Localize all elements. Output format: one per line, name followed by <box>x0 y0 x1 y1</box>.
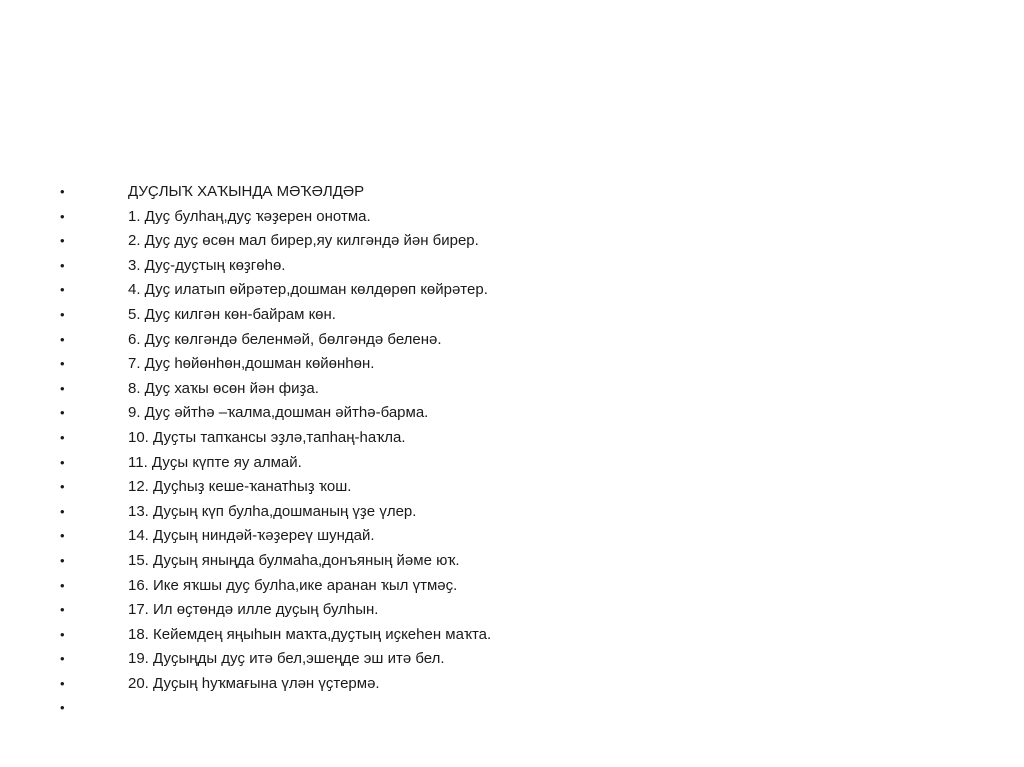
list-item-text: 7. Дуҫ һөйөнһөн,дошман көйөнһөн. <box>128 355 375 373</box>
list-item <box>60 401 960 426</box>
list-item-text: 18. Кейемдең яңыһын маҡта,дуҫтың иҫкеһен маҡта. <box>128 625 492 643</box>
list-item <box>60 229 960 254</box>
list-item <box>60 352 960 377</box>
list-item <box>60 598 960 623</box>
list-item-text: 6. Дуҫ көлгәндә беленмәй, бөлгәндә беленә. <box>128 330 442 348</box>
bullet-icon: • <box>60 651 65 667</box>
list-item-text: 19. Дуҫыңды дуҫ итә бел,эшеңде эш итә бел. <box>128 650 445 668</box>
bullet-icon: • <box>60 577 65 593</box>
bullet-icon: • <box>60 356 65 372</box>
list-item-text: 14. Дуҫың ниндәй-ҡәҙереү шундай. <box>128 527 375 545</box>
bullet-icon: • <box>60 528 65 544</box>
list-item <box>60 549 960 574</box>
list-item <box>60 500 960 525</box>
bullet-icon: • <box>60 405 65 421</box>
bullet-icon: • <box>60 675 65 691</box>
bullet-icon: • <box>60 184 65 199</box>
bullet-icon: • <box>60 331 65 347</box>
bullet-icon: • <box>60 208 65 224</box>
bullet-icon: • <box>60 429 65 445</box>
bullet-icon: • <box>60 700 65 716</box>
bullet-icon: • <box>60 503 65 519</box>
list-item-text: ДУҪЛЫҠ ХАҠЫНДА МӘҠӘЛДӘР <box>128 183 365 200</box>
bullet-icon: • <box>60 479 65 495</box>
list-item-text: 16. Ике яҡшы дуҫ булһа,ике аранан ҡыл үтмәҫ. <box>128 576 458 594</box>
list-item-text: 4. Дуҫ илатып өйрәтер,дошман көлдөрөп көйрәтер. <box>128 281 488 299</box>
list-item-text: 20. Дуҫың һуҡмағына үлән үҫтермә. <box>128 674 380 692</box>
list-item <box>60 475 960 500</box>
proverb-list <box>60 180 960 721</box>
bullet-icon: • <box>60 233 65 249</box>
list-item-text: 12. Дуҫһыҙ кеше-ҡанатһыҙ ҡош. <box>128 478 352 496</box>
bullet-icon: • <box>60 306 65 322</box>
list-item <box>60 278 960 303</box>
list-item-text: 3. Дуҫ-дуҫтың көҙгөһө. <box>128 256 286 274</box>
list-item <box>60 426 960 451</box>
list-item-empty <box>60 696 960 721</box>
list-item <box>60 328 960 353</box>
list-item-text: 13. Дуҫың күп булһа,дошманың үҙе үлер. <box>128 502 417 520</box>
list-item <box>60 451 960 476</box>
bullet-icon: • <box>60 602 65 618</box>
list-item-text: 11. Дуҫы күпте яу алмай. <box>128 453 302 471</box>
list-item <box>60 672 960 697</box>
bullet-icon: • <box>60 626 65 642</box>
list-title <box>60 180 960 205</box>
list-item-text: 1. Дуҫ булһаң,дуҫ ҡәҙерен онотма. <box>128 207 371 225</box>
list-item-text: 8. Дуҫ хаҡы өсөн йән фиҙа. <box>128 379 319 397</box>
list-item <box>60 524 960 549</box>
list-item <box>60 377 960 402</box>
bullet-icon: • <box>60 282 65 298</box>
bullet-icon: • <box>60 257 65 273</box>
bullet-icon: • <box>60 380 65 396</box>
list-item-text: 2. Дуҫ дуҫ өсөн мал бирер,яу килгәндә йән бирер. <box>128 232 479 250</box>
list-item <box>60 647 960 672</box>
list-item <box>60 205 960 230</box>
bullet-icon: • <box>60 552 65 568</box>
list-item <box>60 303 960 328</box>
list-item-text: 15. Дуҫың яныңда булмаһа,донъяның йәме юҡ. <box>128 551 460 569</box>
bullet-icon: • <box>60 454 65 470</box>
list-item <box>60 574 960 599</box>
list-item-text: 10. Дуҫты тапҡансы эҙлә,тапһаң-һаҡла. <box>128 428 406 446</box>
list-item <box>60 254 960 279</box>
list-item-text: 5. Дуҫ килгән көн-байрам көн. <box>128 305 336 323</box>
list-item-text: 9. Дуҫ әйтһә –ҡалма,дошман әйтһә-барма. <box>128 404 429 422</box>
list-item <box>60 623 960 648</box>
list-item-text: 17. Ил өҫтөндә илле дуҫың булһын. <box>128 601 379 619</box>
